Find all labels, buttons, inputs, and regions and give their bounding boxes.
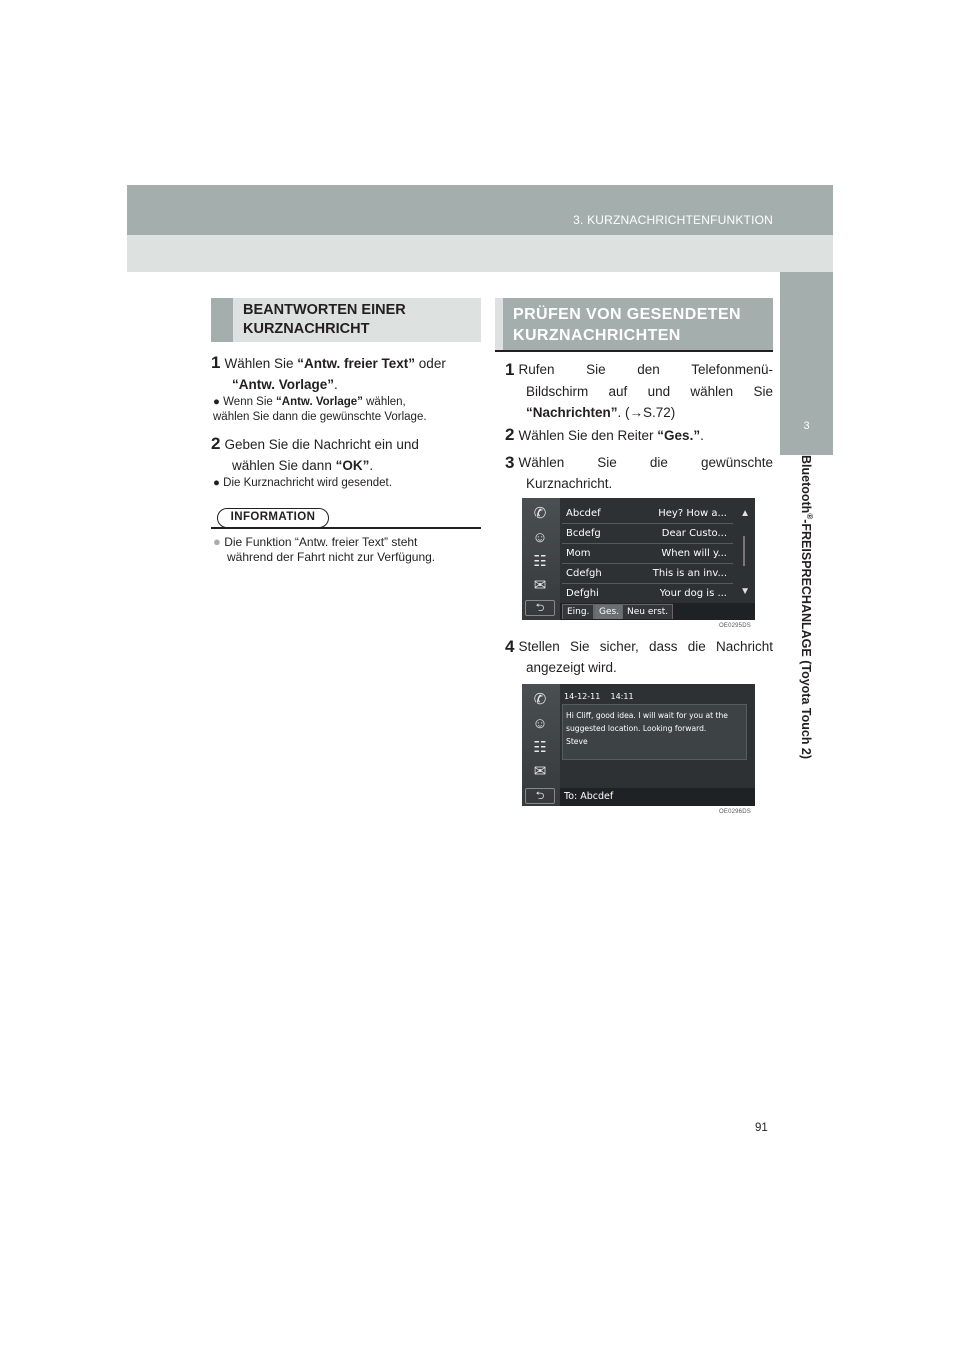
heading-accent-bar (211, 298, 233, 342)
option-messages: “Nachrichten” (526, 405, 618, 420)
page-reference[interactable]: S.72) (643, 405, 676, 420)
list-item: Bcdefg Dear Custo... (562, 524, 733, 544)
step-number: 2 (211, 434, 221, 453)
dialpad-icon: ☷ (533, 553, 547, 570)
list-item: Abcdef Hey? How a... (562, 504, 733, 524)
heading-line-1: BEANTWORTEN EINER (243, 302, 406, 318)
heading-accent-bar (495, 298, 503, 350)
chapter-side-label (780, 455, 833, 795)
option-free-text: “Antw. freier Text” (297, 356, 416, 371)
tab-new: Neu erst. (622, 604, 673, 619)
message-tab-bar (560, 603, 755, 620)
step-number: 1 (505, 360, 515, 379)
option-sent-tab: “Ges.” (657, 428, 701, 443)
header-subband (127, 235, 833, 272)
image-code: OE0296DS (719, 809, 751, 815)
message-date: 14-12-11 (564, 692, 601, 701)
screen-sidebar (522, 684, 560, 806)
step-2-reply: 2 Geben Sie die Nachricht ein und wählen Sie dann “OK”. (211, 434, 419, 473)
arrow-icon: → (629, 405, 644, 420)
chapter-header (127, 185, 833, 235)
bullet-icon: ● (213, 396, 224, 408)
phone-icon: ✆ (533, 505, 547, 522)
message-time: 14:11 (610, 692, 634, 701)
note-template: ● Wenn Sie “Antw. Vorlage” wählen, wählen Sie dann die gewünschte Vorlage. (213, 396, 427, 423)
heading-line-1: PRÜFEN VON GESENDETEN (513, 306, 741, 323)
step-1-reply: 1 Wählen Sie “Antw. freier Text” oder “Antw. Vorlage”. (211, 353, 446, 392)
step-number: 3 (505, 453, 515, 472)
heading-line-2: KURZNACHRICHT (243, 321, 370, 337)
step-number: 2 (505, 425, 515, 444)
message-icon: ✉ (533, 763, 547, 780)
phone-icon: ✆ (533, 691, 547, 708)
step-number: 1 (211, 353, 221, 372)
step-4-check: 4 Stellen Sie sicher, dass die Nachricht angezeigt wird. (505, 637, 773, 675)
step-number: 4 (505, 637, 515, 656)
tab-sent: Ges. (594, 604, 624, 619)
step-1-check: 1 Rufen Sie den Telefonmenü- Bildschirm auf und wählen Sie “Nachrichten”. (→S.72) (505, 360, 773, 420)
message-body: Hi Cliff, good idea. I will wait for you at the suggested location. Looking forward. Steve (562, 704, 747, 760)
chapter-tab (780, 272, 833, 455)
bullet-icon: ● (213, 477, 224, 489)
scroll-down-icon: ▼ (740, 586, 750, 597)
option-template: “Antw. Vorlage” (232, 377, 335, 392)
registered-mark: ® (805, 513, 814, 520)
step-3-check: 3 Wählen Sie die gewünschte Kurznachricht. (505, 453, 773, 491)
step-2-check: 2 Wählen Sie den Reiter “Ges.”. (505, 425, 704, 444)
scroll-up-icon: ▲ (740, 508, 750, 519)
message-recipient: To: Abcdef (560, 788, 755, 806)
section-heading-reply (211, 298, 481, 342)
info-bullet-icon: ● (213, 534, 221, 549)
back-button: ⮌ (525, 788, 555, 804)
side-text-suffix: -FREISPRECHANLAGE (Toyota Touch 2) (798, 519, 813, 760)
option-ok: “OK” (335, 458, 370, 473)
image-code: OE0295DS (719, 623, 751, 629)
back-button: ⮌ (525, 600, 555, 616)
information-label: INFORMATION (217, 508, 329, 528)
list-item: Cdefgh This is an inv... (562, 564, 733, 584)
contacts-icon: ☺ (532, 715, 548, 732)
note-sent: ● Die Kurznachricht wird gesendet. (213, 477, 392, 489)
chapter-title: 3. KURZNACHRICHTENFUNKTION (573, 213, 773, 227)
information-rule (211, 527, 481, 529)
tab-inbox: Eing. (562, 604, 594, 619)
screen-sidebar (522, 498, 560, 620)
side-text-prefix: Bluetooth (798, 455, 813, 514)
list-item: Defghi Your dog is ... (562, 584, 733, 604)
heading-rule (495, 350, 773, 352)
list-item: Mom When will y... (562, 544, 733, 564)
dialpad-icon: ☷ (533, 739, 547, 756)
contacts-icon: ☺ (532, 529, 548, 546)
chapter-number: 3 (803, 420, 810, 432)
message-list-screenshot (522, 498, 755, 620)
message-detail-screenshot (522, 684, 755, 806)
page-number: 91 (755, 1122, 768, 1134)
message-icon: ✉ (533, 577, 547, 594)
information-text: ● Die Funktion “Antw. freier Text” steht während der Fahrt nicht zur Verfügung. (213, 534, 436, 564)
scrollbar (743, 536, 745, 566)
section-heading-check-sent (495, 298, 773, 350)
heading-line-2: KURZNACHRICHTEN (513, 327, 681, 344)
